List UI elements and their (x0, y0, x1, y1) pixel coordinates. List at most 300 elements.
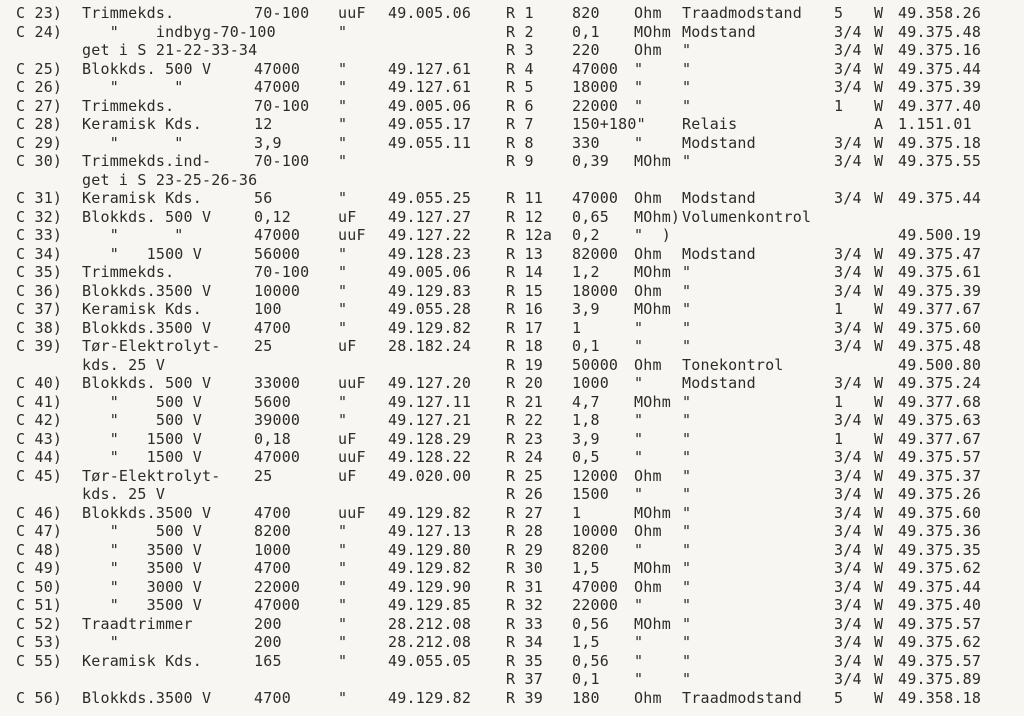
component-unit: uuF (338, 374, 366, 392)
component-desc: Modstand (682, 374, 756, 392)
part-number: 49.375.37 (898, 466, 982, 485)
component-ref: R 32 (506, 596, 543, 614)
component-unit: Ohm (634, 688, 662, 707)
component-unit: " (634, 670, 644, 688)
component-value: 22000 (572, 96, 619, 115)
capacitor-row (16, 152, 486, 171)
part-number: 49.375.55 (898, 152, 982, 170)
component-desc: " (682, 448, 692, 466)
component-value: 1 (572, 503, 582, 522)
resistor-row (506, 467, 1018, 486)
component-desc: " (682, 503, 692, 522)
component-unit: " (338, 96, 348, 115)
component-value: 820 (572, 4, 600, 22)
component-ref: R 33 (506, 614, 543, 633)
part-number: 49.005.06 (388, 263, 472, 281)
component-desc: " (682, 522, 692, 540)
component-unit: MOhm (634, 614, 671, 633)
component-value: 100 (254, 300, 282, 318)
wattage-unit: W (874, 281, 884, 300)
resistor-row (506, 60, 1018, 79)
component-value: 4700 (254, 688, 291, 707)
wattage: 1 (834, 300, 844, 318)
part-number: 49.127.21 (388, 411, 472, 429)
part-number: 49.377.67 (898, 429, 982, 448)
part-number: 49.129.82 (388, 559, 472, 577)
resistor-row (506, 300, 1018, 319)
part-number: 49.375.35 (898, 540, 982, 559)
component-desc: " (682, 281, 692, 300)
component-unit: " (338, 281, 348, 300)
component-ref: C 42) (16, 411, 63, 429)
component-value: 3,9 (572, 429, 600, 448)
component-value: 0,1 (572, 337, 600, 355)
part-number: 49.055.25 (388, 189, 472, 207)
part-number: 49.375.89 (898, 670, 982, 688)
component-ref: R 37 (506, 670, 543, 688)
wattage: 3/4 (834, 633, 862, 651)
wattage: 3/4 (834, 596, 862, 614)
component-ref: R 26 (506, 485, 543, 503)
capacitor-row (16, 245, 486, 264)
resistor-row (506, 208, 1018, 227)
capacitor-row (16, 337, 486, 356)
component-ref: C 51) (16, 596, 63, 614)
component-unit: " (634, 596, 644, 614)
wattage-unit: W (874, 466, 884, 485)
part-number: 49.005.06 (388, 96, 472, 115)
component-desc: kds. 25 V (82, 355, 166, 374)
component-value: 1,5 (572, 559, 600, 577)
component-desc: " 3500 V (82, 559, 202, 577)
component-unit: MOhm (634, 152, 671, 170)
component-unit: MOhm (634, 263, 671, 281)
component-ref: R 12a (506, 226, 553, 244)
resistor-row (506, 78, 1018, 97)
component-unit: " (338, 318, 348, 337)
component-value: 220 (572, 41, 600, 59)
component-desc: get i S 21-22-33-34 (82, 41, 258, 59)
component-desc: " (682, 152, 692, 170)
wattage-unit: A (874, 115, 884, 133)
component-value: 165 (254, 651, 282, 670)
wattage: 3/4 (834, 152, 862, 170)
component-ref: R 20 (506, 374, 543, 392)
component-desc: " (682, 651, 692, 670)
part-number: 49.375.47 (898, 244, 982, 263)
component-unit: Ohm (634, 577, 662, 596)
component-ref: R 1 (506, 4, 534, 22)
part-number: 49.375.57 (898, 614, 982, 633)
capacitor-row (16, 541, 486, 560)
part-number: 49.129.85 (388, 596, 472, 614)
resistor-list (506, 4, 1018, 707)
component-ref: C 37) (16, 300, 63, 318)
wattage-unit: W (874, 596, 884, 614)
component-ref: R 39 (506, 688, 543, 707)
wattage-unit: W (874, 96, 884, 115)
wattage: 3/4 (834, 411, 862, 429)
component-desc: Keramisk Kds. (82, 300, 202, 318)
wattage: 1 (834, 96, 844, 115)
capacitor-row (16, 374, 486, 393)
component-ref: R 7 (506, 115, 534, 133)
wattage: 3/4 (834, 540, 862, 559)
wattage-unit: W (874, 485, 884, 503)
wattage-unit: W (874, 540, 884, 559)
component-unit: " (338, 59, 348, 78)
component-ref: C 48) (16, 540, 63, 559)
component-unit: " (634, 448, 644, 466)
wattage-unit: W (874, 503, 884, 522)
part-number: 49.375.18 (898, 133, 982, 152)
component-value: 180 (572, 688, 600, 707)
component-unit: " (338, 22, 348, 41)
component-desc: Modstand (682, 244, 756, 263)
capacitor-row (16, 596, 486, 615)
component-desc: " (682, 466, 692, 485)
component-ref: C 55) (16, 651, 63, 670)
component-value: 47000 (254, 448, 301, 466)
component-value: 4,7 (572, 392, 600, 411)
resistor-row (506, 319, 1018, 338)
component-desc: Blokkds. 500 V (82, 374, 212, 392)
resistor-row (506, 41, 1018, 60)
wattage-unit: W (874, 22, 884, 41)
component-desc: " (682, 596, 692, 614)
component-ref: R 16 (506, 300, 543, 318)
component-unit: " (634, 411, 644, 429)
component-ref: R 24 (506, 448, 543, 466)
capacitor-row (16, 485, 486, 504)
component-value: 12000 (572, 466, 619, 485)
resistor-row (506, 596, 1018, 615)
component-desc: Traadtrimmer (82, 614, 193, 633)
capacitor-row (16, 578, 486, 597)
component-desc: " (82, 633, 119, 651)
wattage-unit: W (874, 670, 884, 688)
component-unit: uuF (338, 448, 366, 466)
component-value: 18000 (572, 78, 619, 96)
component-unit: " (634, 374, 644, 392)
component-unit: Ohm (634, 281, 662, 300)
wattage-unit: W (874, 133, 884, 152)
component-desc: " (682, 300, 692, 318)
component-desc: " 3000 V (82, 577, 202, 596)
component-desc: Blokkds. 500 V (82, 207, 212, 226)
part-number: 49.127.22 (388, 226, 472, 244)
component-unit: MOhm (634, 559, 671, 577)
part-number: 49.129.90 (388, 577, 472, 596)
part-number: 49.129.82 (388, 503, 472, 522)
component-desc: Blokkds. 500 V (82, 59, 212, 78)
component-value: 8200 (572, 540, 609, 559)
wattage-unit: W (874, 300, 884, 318)
component-desc: " (682, 318, 692, 337)
capacitor-row (16, 670, 486, 689)
component-ref: R 17 (506, 318, 543, 337)
part-number: 49.128.22 (388, 448, 472, 466)
component-ref: R 13 (506, 244, 543, 263)
component-value: 12 (254, 115, 273, 133)
component-desc: " " (82, 133, 184, 152)
resistor-row (506, 615, 1018, 634)
component-unit: Ohm (634, 522, 662, 540)
component-desc: Relais (682, 115, 738, 133)
wattage-unit: W (874, 392, 884, 411)
component-desc: " (682, 96, 692, 115)
resistor-row (506, 4, 1018, 23)
component-desc: Traadmodstand (682, 4, 802, 22)
component-desc: " (682, 41, 692, 59)
part-number: 49.358.18 (898, 688, 982, 707)
part-number: 49.375.16 (898, 41, 982, 59)
component-desc: " (682, 670, 692, 688)
resistor-row (506, 337, 1018, 356)
part-number: 49.375.60 (898, 503, 982, 522)
part-number: 49.375.44 (898, 59, 982, 78)
component-desc: Blokkds.3500 V (82, 503, 212, 522)
part-number: 49.128.23 (388, 244, 472, 263)
component-value: 4700 (254, 318, 291, 337)
component-unit: MOhm (634, 300, 671, 318)
capacitor-row (16, 633, 486, 652)
component-desc: Traadmodstand (682, 688, 802, 707)
component-desc: Tør-Elektrolyt- (82, 466, 221, 485)
part-number: 49.375.48 (898, 22, 982, 41)
wattage: 3/4 (834, 559, 862, 577)
part-number: 49.055.05 (388, 651, 472, 670)
capacitor-row (16, 652, 486, 671)
component-ref: R 14 (506, 263, 543, 281)
component-ref: C 27) (16, 96, 63, 115)
component-unit: Ohm (634, 4, 662, 22)
component-ref: C 44) (16, 448, 63, 466)
component-desc: Modstand (682, 22, 756, 41)
component-value: 33000 (254, 374, 301, 392)
component-value: 0,5 (572, 448, 600, 466)
component-desc: " 1500 V (82, 429, 202, 448)
component-ref: R 34 (506, 633, 543, 651)
wattage: 5 (834, 4, 844, 22)
capacitor-row (16, 171, 486, 190)
capacitor-row (16, 60, 486, 79)
part-number: 49.377.68 (898, 392, 982, 411)
wattage: 3/4 (834, 78, 862, 96)
resistor-row (506, 689, 1018, 708)
component-unit: " (338, 189, 348, 207)
component-ref: C 40) (16, 374, 63, 392)
component-value: 200 (254, 614, 282, 633)
resistor-row (506, 485, 1018, 504)
component-unit: " (338, 78, 348, 96)
capacitor-row (16, 208, 486, 227)
component-ref: R 4 (506, 59, 534, 78)
component-desc: " (682, 337, 692, 355)
component-ref: R 2 (506, 22, 534, 41)
component-value: 22000 (572, 596, 619, 614)
component-value: 1,2 (572, 263, 600, 281)
capacitor-row (16, 522, 486, 541)
component-value: 0,1 (572, 22, 600, 41)
component-value: 4700 (254, 503, 291, 522)
resistor-row (506, 356, 1018, 375)
wattage: 3/4 (834, 281, 862, 300)
component-ref: C 52) (16, 614, 63, 633)
resistor-row (506, 578, 1018, 597)
wattage-unit: W (874, 559, 884, 577)
part-number: 49.377.40 (898, 96, 982, 115)
part-number: 49.500.19 (898, 226, 982, 244)
component-ref: C 30) (16, 152, 63, 170)
component-desc: " " (82, 78, 184, 96)
component-desc: " (682, 614, 692, 633)
capacitor-row (16, 4, 486, 23)
component-unit: " (338, 115, 348, 133)
part-number: 49.375.57 (898, 651, 982, 670)
component-desc: Trimmekds. (82, 4, 175, 22)
component-value: 0,1 (572, 670, 600, 688)
wattage: 3/4 (834, 374, 862, 392)
component-unit: " (634, 651, 644, 670)
wattage: 3/4 (834, 41, 862, 59)
component-ref: C 41) (16, 392, 63, 411)
component-desc: Modstand (682, 189, 756, 207)
resistor-row (506, 393, 1018, 412)
capacitor-row (16, 559, 486, 578)
component-value: 1 (572, 318, 582, 337)
component-unit: " (338, 392, 348, 411)
component-value: 10000 (572, 522, 619, 540)
component-ref: C 50) (16, 577, 63, 596)
capacitor-row (16, 467, 486, 486)
component-value: 1000 (254, 540, 291, 559)
component-unit: " (634, 337, 644, 355)
component-ref: C 36) (16, 281, 63, 300)
wattage: 3/4 (834, 503, 862, 522)
component-value: 47000 (254, 596, 301, 614)
part-number: 28.212.08 (388, 614, 472, 633)
part-number: 28.212.08 (388, 633, 472, 651)
component-unit: " ) (634, 226, 671, 244)
component-ref: R 3 (506, 41, 534, 59)
wattage-unit: W (874, 633, 884, 651)
resistor-row (506, 23, 1018, 42)
resistor-row (506, 522, 1018, 541)
component-ref: C 25) (16, 59, 63, 78)
component-desc: " " (82, 226, 184, 244)
component-value: 18000 (572, 281, 619, 300)
component-ref: C 39) (16, 337, 63, 355)
part-number: 49.377.67 (898, 300, 982, 318)
component-desc: " 1500 V (82, 244, 202, 263)
component-desc: " 1500 V (82, 448, 202, 466)
capacitor-row (16, 504, 486, 523)
component-desc: Modstand (682, 133, 756, 152)
capacitor-row (16, 430, 486, 449)
component-desc: " (682, 429, 692, 448)
component-desc: Blokkds.3500 V (82, 281, 212, 300)
component-ref: R 19 (506, 355, 543, 374)
capacitor-row (16, 393, 486, 412)
part-number: 49.127.20 (388, 374, 472, 392)
component-ref: C 45) (16, 466, 63, 485)
component-desc: " (682, 392, 692, 411)
wattage-unit: W (874, 337, 884, 355)
component-unit: " (338, 411, 348, 429)
capacitor-row (16, 263, 486, 282)
wattage: 3/4 (834, 244, 862, 263)
component-ref: R 30 (506, 559, 543, 577)
part-number: 49.375.36 (898, 522, 982, 540)
wattage-unit: W (874, 429, 884, 448)
part-number: 49.127.61 (388, 59, 472, 78)
resistor-row (506, 282, 1018, 301)
component-ref: R 35 (506, 651, 543, 670)
wattage: 3/4 (834, 466, 862, 485)
component-value: 70-100 (254, 263, 310, 281)
wattage: 3/4 (834, 189, 862, 207)
component-value: 47000 (572, 577, 619, 596)
component-unit: " (634, 429, 644, 448)
component-unit: uF (338, 337, 357, 355)
resistor-row (506, 374, 1018, 393)
resistor-row (506, 189, 1018, 208)
capacitor-row (16, 356, 486, 375)
component-unit: " (338, 244, 348, 263)
component-value: 50000 (572, 355, 619, 374)
part-number: 49.055.11 (388, 133, 472, 152)
part-number: 49.129.82 (388, 688, 472, 707)
component-unit: " (634, 485, 644, 503)
component-unit: " (338, 522, 348, 540)
component-unit: uuF (338, 503, 366, 522)
wattage-unit: W (874, 614, 884, 633)
component-ref: R 9 (506, 152, 534, 170)
resistor-row (506, 134, 1018, 153)
part-number: 28.182.24 (388, 337, 472, 355)
capacitor-row (16, 226, 486, 245)
component-desc: Blokkds.3500 V (82, 688, 212, 707)
part-number: 49.129.80 (388, 540, 472, 559)
component-value: 1000 (572, 374, 609, 392)
part-number: 49.375.39 (898, 281, 982, 300)
component-desc: " (682, 559, 692, 577)
part-number: 49.375.63 (898, 411, 982, 429)
part-number: 49.127.11 (388, 392, 472, 411)
wattage-unit: W (874, 4, 884, 22)
capacitor-row (16, 319, 486, 338)
component-unit: MOhm (634, 22, 671, 41)
wattage-unit: W (874, 688, 884, 707)
component-ref: R 23 (506, 429, 543, 448)
component-desc: " (682, 577, 692, 596)
resistor-row (506, 633, 1018, 652)
component-desc: " 500 V (82, 522, 202, 540)
component-unit: uF (338, 207, 357, 226)
component-value: 1,8 (572, 411, 600, 429)
component-unit: " (634, 318, 644, 337)
component-unit: " (338, 263, 348, 281)
component-desc: Blokkds.3500 V (82, 318, 212, 337)
wattage-unit: W (874, 651, 884, 670)
component-value: 70-100 (254, 96, 310, 115)
resistor-row (506, 97, 1018, 116)
component-value: 4700 (254, 559, 291, 577)
component-value: 3,9 (254, 133, 282, 152)
capacitor-row (16, 134, 486, 153)
component-value: 200 (254, 633, 282, 651)
